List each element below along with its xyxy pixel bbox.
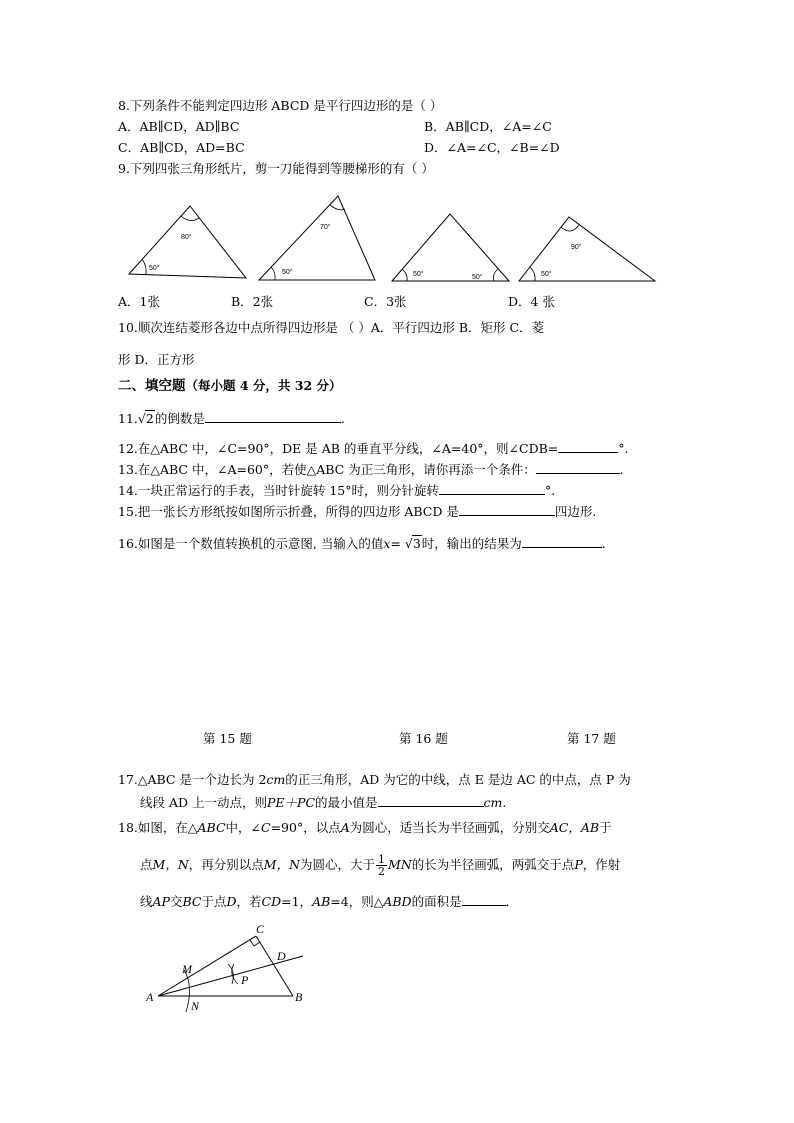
q18-line-1 <box>118 820 612 836</box>
q11-end: . <box>340 411 345 426</box>
triangle-2 <box>259 196 375 280</box>
q18-t20: AP <box>152 894 170 909</box>
q17-unit-2: cm <box>483 795 503 810</box>
q18-fraction <box>376 854 387 877</box>
q9-option-b: B．2张 <box>231 294 274 309</box>
t2-left-angle: 50° <box>282 269 293 276</box>
q16-answer-blank[interactable] <box>522 535 602 548</box>
q16-eq: = <box>390 536 405 551</box>
q18-figure <box>140 920 320 1020</box>
q18-t4: C <box>261 820 271 835</box>
q17-line-1b: 的正三角形，AD 为它的中线，点 E 是边 AC 的中点，点 P 为 <box>285 772 631 787</box>
q16-var: x <box>383 536 391 551</box>
q11-answer-blank[interactable] <box>205 410 341 423</box>
q17-answer-blank[interactable] <box>378 794 484 807</box>
q18-t12: ，再分别以点 <box>188 857 264 872</box>
q16-sqrt: √3 <box>404 536 421 551</box>
t3-left-angle: 50° <box>413 271 424 278</box>
caption-q15: 第 15 题 <box>203 731 252 746</box>
q11-text: 的倒数是 <box>154 411 205 426</box>
q18-line-3 <box>140 893 518 910</box>
q18-t24: D <box>226 894 237 909</box>
q18-t1: 18.如图，在△ <box>118 820 198 835</box>
q17-line-1 <box>118 772 631 788</box>
q8-option-c: C．AB∥CD，AD=BC <box>118 140 245 155</box>
q18-answer-blank[interactable] <box>462 893 506 906</box>
q17-end: . <box>502 795 507 810</box>
q18-t13: M，N <box>263 857 301 872</box>
q18-t7: 为圆心，适当长为半径画弧，分别交 <box>349 820 550 835</box>
q14-text: 14.一块正常运行的手表，当时针旋转 15°时，则分针旋转 <box>118 483 440 498</box>
q18-line-2 <box>140 852 620 878</box>
t1-left-angle: 50° <box>149 265 160 272</box>
q14 <box>118 482 555 499</box>
t3-right-angle: 50° <box>472 274 483 281</box>
q13-answer-blank[interactable] <box>536 461 620 474</box>
q18-t26: CD <box>261 894 282 909</box>
q9-option-a: A．1张 <box>118 294 160 309</box>
q16-text-1: 16.如图是一个数值转换机的示意图, 当输入的值 <box>118 536 384 551</box>
q10-line-2: 形 D．正方形 <box>118 352 195 367</box>
q15-answer-blank[interactable] <box>459 503 555 516</box>
q18-t11: M，N <box>152 857 189 872</box>
q18-t27: =1， <box>281 894 313 909</box>
q17-line-2a: 线段 AD 上一动点，则 <box>140 795 267 810</box>
q13 <box>118 461 624 478</box>
q18-t23: 于点 <box>201 894 227 909</box>
section-2-heading <box>118 378 342 394</box>
q12-text: 12.在△ABC 中，∠C=90°，DE 是 AB 的垂直平分线，∠A=40°，则∠CDB= <box>118 441 559 456</box>
q18-t18: ，作射 <box>582 857 621 872</box>
q13-text: 13.在△ABC 中，∠A=60°，若使△ABC 为正三角形，请你再添一个条件： <box>118 462 536 477</box>
q15 <box>118 503 596 520</box>
q18-t19: 线 <box>140 894 153 909</box>
q18-t8: AC，AB <box>549 820 600 835</box>
q16-end: . <box>601 536 606 551</box>
q18-t28: AB <box>312 894 331 909</box>
q16-text-2: 时，输出的结果为 <box>421 536 522 551</box>
q18-t25: ，若 <box>236 894 262 909</box>
section-2-title: 二、填空题 <box>118 378 186 394</box>
q18-t30: ABD <box>383 894 412 909</box>
q9-option-d: D．4 张 <box>508 294 555 309</box>
q18-t15: MN <box>388 857 412 872</box>
q8-option-b: B．AB∥CD，∠A=∠C <box>424 119 552 134</box>
q17-line-1a: 17.△ABC 是一个边长为 2 <box>118 772 267 787</box>
q18-t5: =90°，以点 <box>270 820 341 835</box>
q16-radicand: 3 <box>412 536 421 551</box>
q18-t16: 的长为半径画弧，两弧交于点 <box>411 857 575 872</box>
q18-t3: 中，∠ <box>225 820 261 835</box>
q18-t9: 于 <box>599 820 612 835</box>
q18-label-p: P <box>241 973 249 987</box>
q12-answer-blank[interactable] <box>558 440 618 453</box>
q8-option-d: D．∠A=∠C，∠B=∠D <box>424 140 560 155</box>
q18-label-c: C <box>256 922 265 936</box>
q9-option-c: C．3张 <box>364 294 407 309</box>
q11-num: 11. <box>118 411 138 426</box>
q14-end: °. <box>545 483 556 498</box>
section-2-note: （每小题 4 分，共 32 分） <box>185 378 342 393</box>
t4-top-angle: 90° <box>571 244 582 251</box>
q18-fraction-den: 2 <box>378 865 386 878</box>
q15-text: 15.把一张长方形纸按如图所示折叠，所得的四边形 ABCD 是 <box>118 504 459 519</box>
q12-end: °. <box>618 441 629 456</box>
q12 <box>118 440 629 457</box>
q18-t29: =4，则△ <box>330 894 384 909</box>
q9-stem: 9.下列四张三角形纸片，剪一刀能得到等腰梯形的有（ ） <box>118 161 434 176</box>
q17-line-2 <box>140 794 506 811</box>
q18-end: ． <box>505 894 519 909</box>
q8-option-a: A．AB∥CD，AD∥BC <box>118 119 240 134</box>
q18-t17: P <box>574 857 583 872</box>
q17-expr: PE＋PC <box>267 795 316 810</box>
triangle-1 <box>129 206 246 278</box>
q18-label-b: B <box>295 990 303 1004</box>
q17-line-2b: 的最小值是 <box>315 795 378 810</box>
q18-t31: 的面积是 <box>411 894 462 909</box>
q11-radicand: 2 <box>145 411 154 426</box>
q17-unit: cm <box>266 772 286 787</box>
q15-end: 四边形. <box>554 504 597 519</box>
q13-end: . <box>619 462 624 477</box>
t2-top-angle: 70° <box>320 224 331 231</box>
q9-triangles-figure <box>120 192 680 292</box>
q10-line-1: 10.顺次连结菱形各边中点所得四边形是 （ ）A．平行四边形 B．矩形 C．菱 <box>118 320 545 335</box>
q18-label-m: M <box>182 962 192 976</box>
q18-fraction-num: 1 <box>378 853 386 866</box>
q11-sqrt: √2 <box>137 411 154 426</box>
q18-t10: 点 <box>140 857 153 872</box>
t1-top-angle: 80° <box>181 234 192 241</box>
caption-q16: 第 16 题 <box>399 731 448 746</box>
q16 <box>118 535 606 552</box>
q18-label-d: D <box>277 949 286 963</box>
q18-t14: 为圆心，大于 <box>300 857 376 872</box>
t4-left-angle: 50° <box>541 271 552 278</box>
q18-t21: 交 <box>169 894 183 909</box>
q18-label-n: N <box>191 999 200 1013</box>
q18-label-a: A <box>146 990 154 1004</box>
caption-q17: 第 17 题 <box>567 731 616 746</box>
triangle-3 <box>392 214 509 281</box>
q14-answer-blank[interactable] <box>439 482 545 495</box>
q18-t2: ABC <box>197 820 226 835</box>
q18-t22: BC <box>182 894 202 909</box>
triangle-4 <box>519 217 655 281</box>
q11 <box>118 410 345 427</box>
q18-t6: A <box>340 820 350 835</box>
q8-stem: 8.下列条件不能判定四边形 ABCD 是平行四边形的是（ ） <box>118 98 443 113</box>
